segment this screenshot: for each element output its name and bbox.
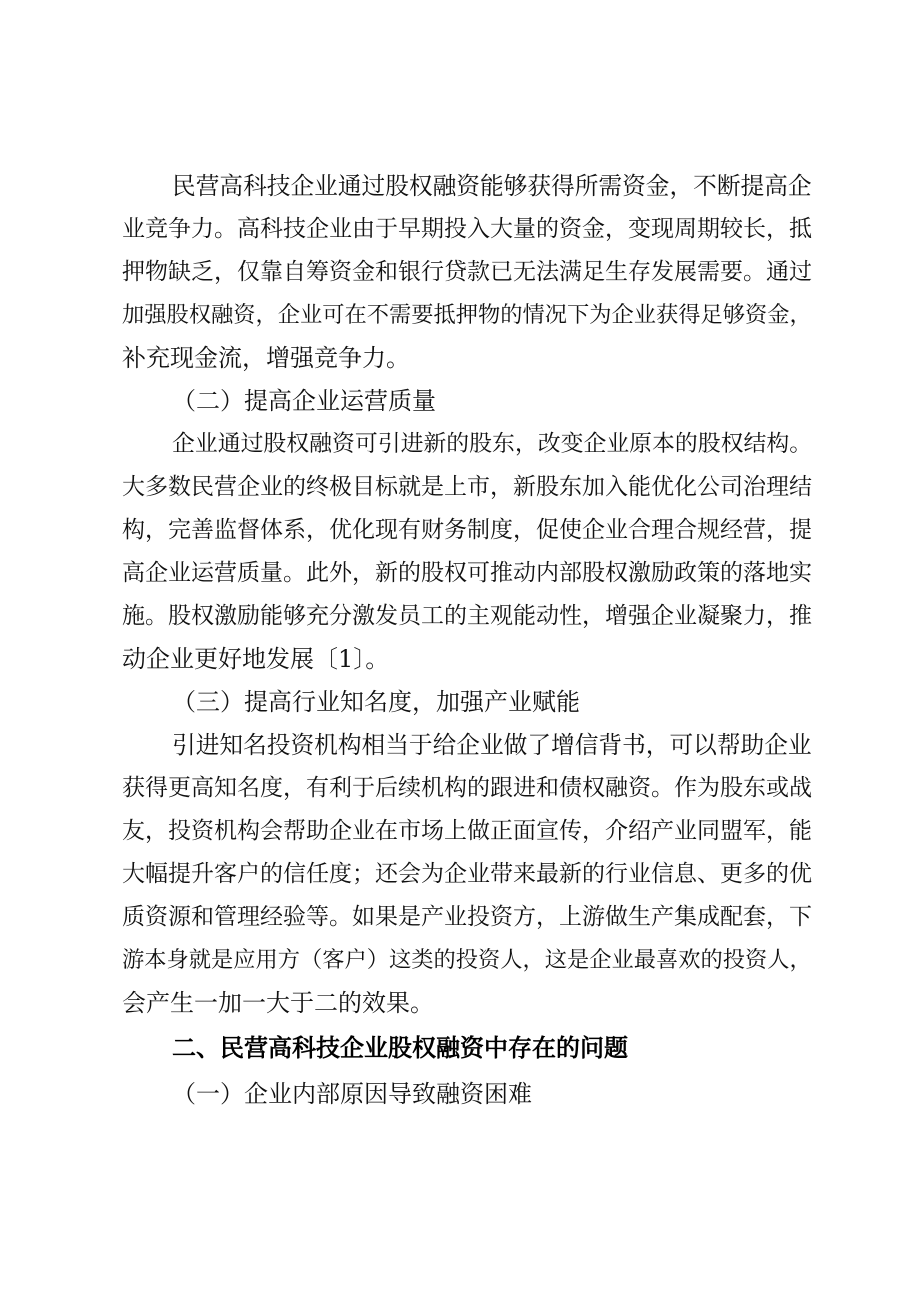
paragraph-2-line-4: 高企业运营质量。此外，新的股权可推动内部股权激励政策的落地实 — [122, 560, 812, 586]
paragraph-2-line-5: 施。股权激励能够充分激发员工的主观能动性，增强企业凝聚力，推 — [122, 603, 812, 629]
paragraph-1-line-5: 补充现金流，增强竞争力。 — [122, 344, 410, 372]
paragraph-3-line-1: 引进知名投资机构相当于给企业做了增信背书，可以帮助企业 — [172, 731, 812, 759]
paragraph-3-line-3: 友，投资机构会帮助企业在市场上做正面宣传，介绍产业同盟军，能 — [122, 818, 812, 844]
section-heading: 二、民营高科技企业股权融资中存在的问题 — [172, 1034, 628, 1062]
paragraph-2-line-2: 大多数民营企业的终极目标就是上市，新股东加入能优化公司治理结 — [122, 474, 812, 500]
paragraph-3-line-2: 获得更高知名度，有利于后续机构的跟进和债权融资。作为股东或战 — [122, 775, 812, 801]
paragraph-1-line-2: 业竞争力。高科技企业由于早期投入大量的资金，变现周期较长，抵 — [122, 216, 812, 242]
paragraph-1-line-3: 押物缺乏，仅靠自筹资金和银行贷款已无法满足生存发展需要。通过 — [122, 259, 812, 285]
paragraph-2-line-1: 企业通过股权融资可引进新的股东，改变企业原本的股权结构。 — [172, 431, 813, 457]
paragraph-2-line-6: 动企业更好地发展〔1〕。 — [122, 645, 390, 673]
paragraph-3-line-4: 大幅提升客户的信任度；还会为企业带来最新的行业信息、更多的优 — [122, 861, 812, 887]
paragraph-2-line-3: 构，完善监督体系，优化现有财务制度，促使企业合理合规经营，提 — [122, 517, 812, 543]
paragraph-1-line-4: 加强股权融资，企业可在不需要抵押物的情况下为企业获得足够资金， — [122, 302, 812, 328]
subheading-3: （三）提高行业知名度，加强产业赋能 — [172, 688, 580, 716]
paragraph-3-line-6: 游本身就是应用方（客户）这类的投资人，这是企业最喜欢的投资人， — [122, 947, 812, 973]
paragraph-3-line-7: 会产生一加一大于二的效果。 — [122, 989, 434, 1017]
subheading-4: （一）企业内部原因导致融资困难 — [172, 1080, 532, 1108]
paragraph-1-line-1: 民营高科技企业通过股权融资能够获得所需资金，不断提高企 — [172, 172, 812, 200]
subheading-2: （二）提高企业运营质量 — [172, 387, 436, 415]
paragraph-3-line-5: 质资源和管理经验等。如果是产业投资方，上游做生产集成配套，下 — [122, 904, 812, 930]
